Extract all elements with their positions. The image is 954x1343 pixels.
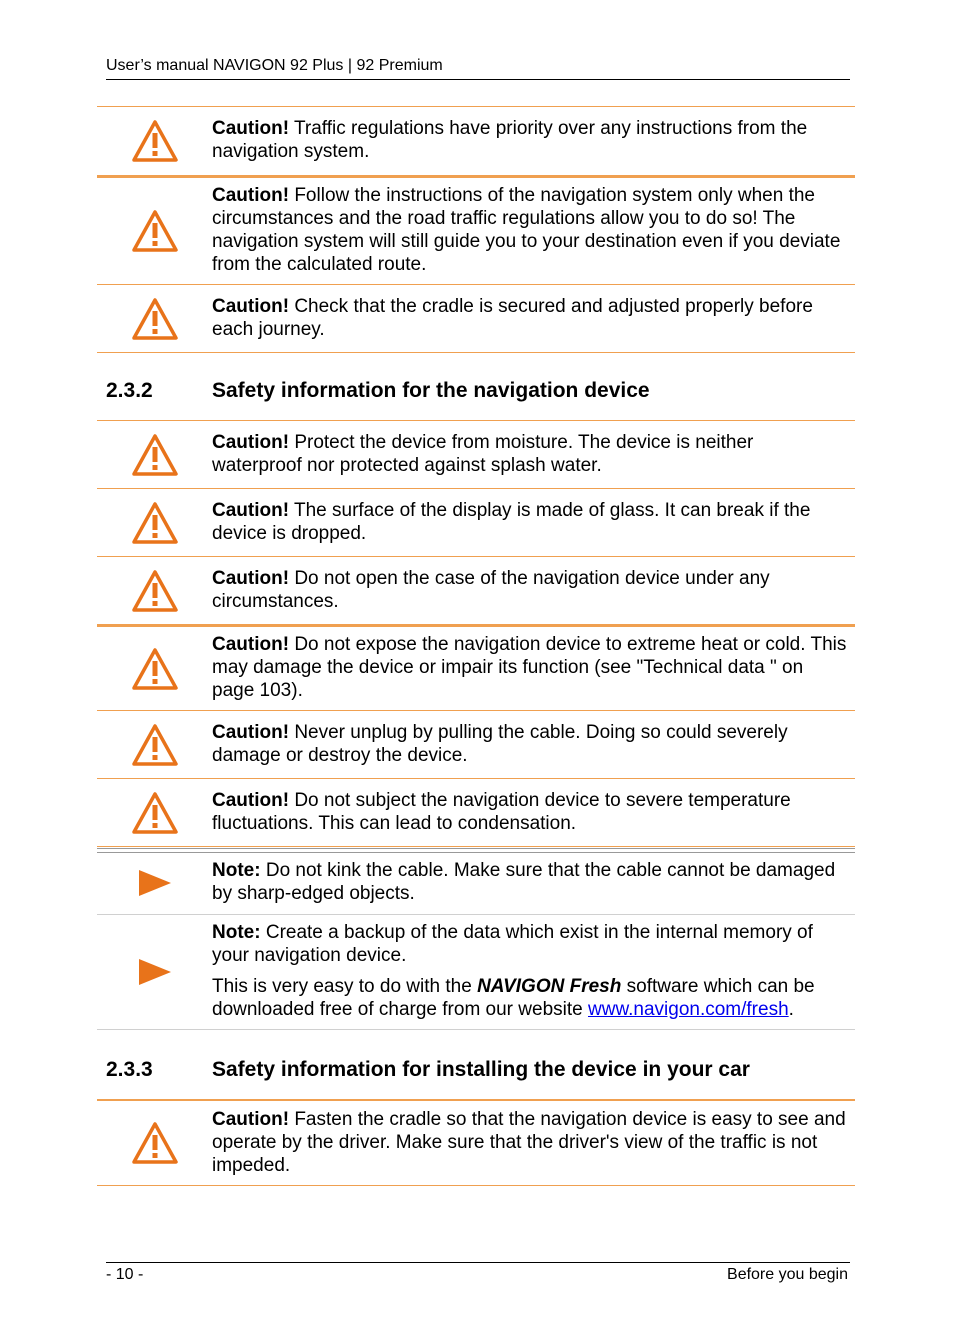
warning-triangle-icon bbox=[131, 119, 179, 163]
caution-row bbox=[97, 176, 855, 285]
caution-row bbox=[97, 557, 855, 625]
footer-section: Before you begin bbox=[727, 1266, 848, 1283]
caution-text: Caution! Follow the instructions of the navigation system only when the circumstances and the road traffic regulations allow you to do so! The navigation system will still guide you to your destination even if you deviate from the calculated route. bbox=[212, 185, 841, 275]
caution-row bbox=[97, 489, 855, 557]
caution-text: Caution! Protect the device from moisture. The device is neither waterproof nor protected against splash water. bbox=[212, 431, 754, 476]
notes-table bbox=[97, 852, 855, 1030]
arrow-right-icon bbox=[137, 868, 173, 898]
caution-text: Caution! Do not expose the navigation device to extreme heat or cold. This may damage the device or impair its function (see "Technical data " on page 103). bbox=[212, 634, 847, 701]
page-number: - 10 - bbox=[106, 1266, 144, 1283]
warning-triangle-icon bbox=[131, 501, 179, 545]
page-header: User’s manual NAVIGON 92 Plus | 92 Premium bbox=[106, 57, 443, 74]
section-number: 2.3.3 bbox=[106, 1058, 153, 1081]
warning-triangle-icon bbox=[131, 723, 179, 767]
section-number: 2.3.2 bbox=[106, 379, 153, 402]
warning-triangle-icon bbox=[131, 433, 179, 477]
warning-triangle-icon bbox=[131, 791, 179, 835]
section-heading bbox=[106, 1058, 750, 1082]
note-text: Note: Create a backup of the data which exist in the internal memory of your navigation device. This is very easy to do with the NAVIGON Fresh software which can be downloaded free of charge from our website www.navigon.com/fresh. bbox=[212, 922, 815, 1020]
caution-text: Caution! Do not subject the navigation device to severe temperature fluctuations. This can lead to condensation. bbox=[212, 789, 791, 834]
car-caution-table bbox=[97, 1099, 855, 1186]
caution-text: Caution! Do not open the case of the navigation device under any circumstances. bbox=[212, 567, 770, 612]
caution-row bbox=[97, 420, 855, 489]
caution-row bbox=[97, 625, 855, 711]
device-caution-table bbox=[97, 420, 855, 847]
warning-triangle-icon bbox=[131, 1121, 179, 1165]
caution-row bbox=[97, 711, 855, 779]
section-title: Safety information for installing the device in your car bbox=[212, 1058, 750, 1081]
header-divider bbox=[106, 79, 850, 80]
caution-row bbox=[97, 1099, 855, 1186]
caution-text: Caution! Traffic regulations have priority over any instructions from the navigation system. bbox=[212, 118, 808, 162]
top-caution-table bbox=[97, 106, 855, 353]
warning-triangle-icon bbox=[131, 297, 179, 341]
warning-triangle-icon bbox=[131, 647, 179, 691]
section-title: Safety information for the navigation device bbox=[212, 379, 650, 402]
brand-name: NAVIGON Fresh bbox=[477, 976, 622, 997]
warning-triangle-icon bbox=[131, 209, 179, 253]
section-heading bbox=[106, 379, 650, 403]
caution-row bbox=[97, 779, 855, 847]
website-link[interactable]: www.navigon.com/fresh bbox=[588, 999, 789, 1020]
note-row bbox=[97, 852, 855, 915]
arrow-right-icon bbox=[137, 957, 173, 987]
footer-divider bbox=[106, 1262, 850, 1263]
note-text: Note: Do not kink the cable. Make sure that the cable cannot be damaged by sharp-edged objects. bbox=[212, 860, 836, 904]
caution-text: Caution! Fasten the cradle so that the navigation device is easy to see and operate by the driver. Make sure that the driver's view of the traffic is not impeded. bbox=[212, 1108, 846, 1176]
caution-text: Caution! Check that the cradle is secured and adjusted properly before each journey. bbox=[212, 295, 813, 340]
warning-triangle-icon bbox=[131, 569, 179, 613]
note-row bbox=[97, 915, 855, 1030]
caution-text: Caution! Never unplug by pulling the cable. Doing so could severely damage or destroy the device. bbox=[212, 721, 788, 766]
caution-text: Caution! The surface of the display is made of glass. It can break if the device is dropped. bbox=[212, 499, 811, 544]
caution-row bbox=[97, 106, 855, 176]
caution-row bbox=[97, 285, 855, 353]
